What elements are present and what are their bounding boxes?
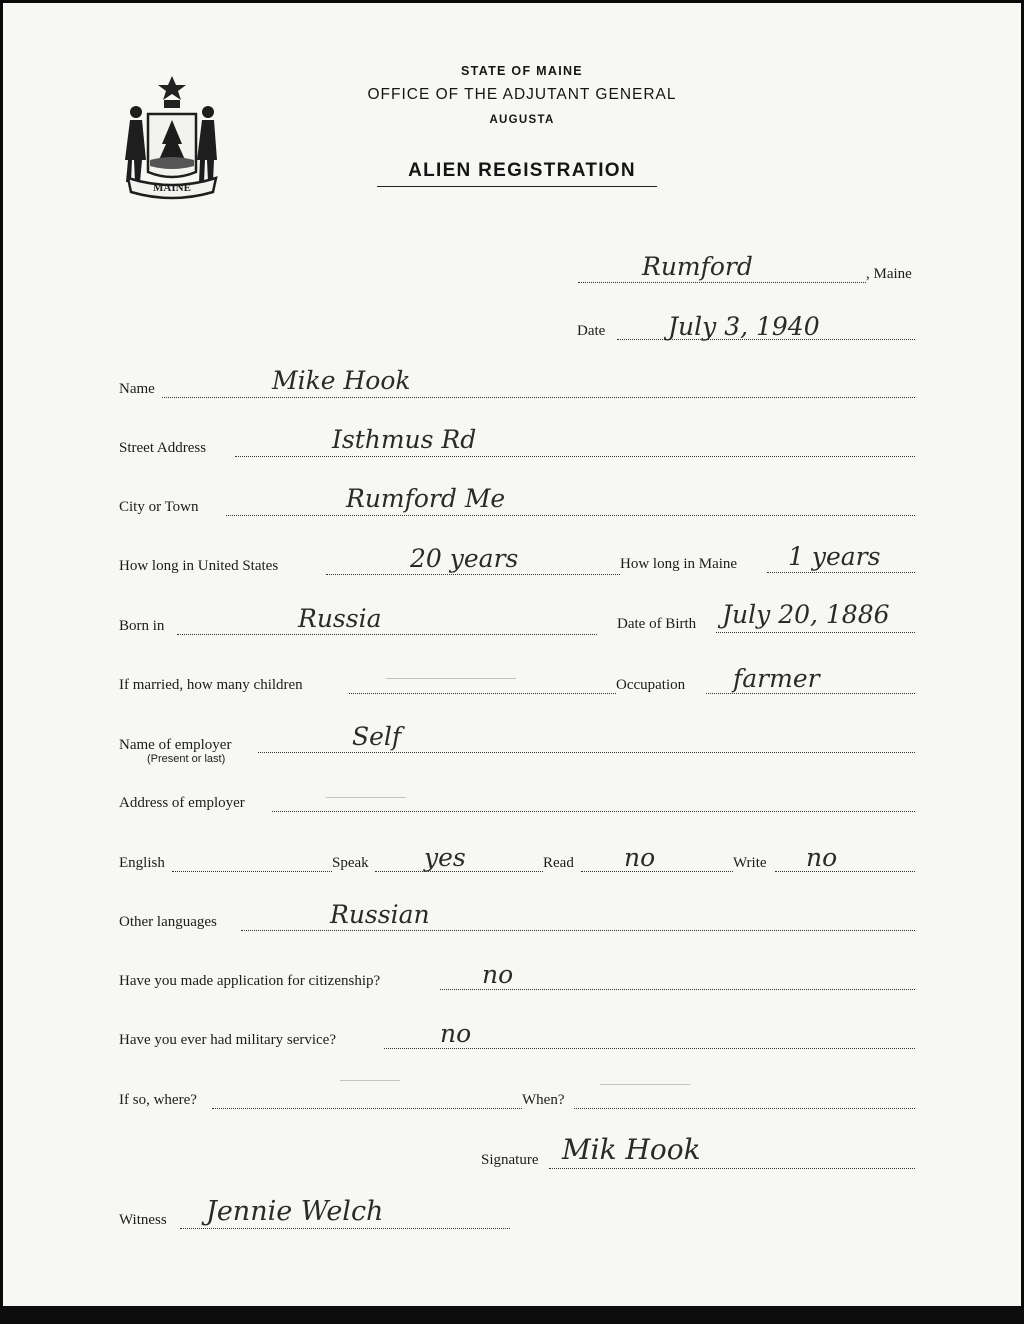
signature-line <box>549 1168 915 1169</box>
street-line <box>235 456 915 457</box>
other-languages-label: Other languages <box>119 914 217 930</box>
occupation-entry: farmer <box>733 664 820 693</box>
name-line <box>162 397 915 398</box>
date-of-birth-entry: July 20, 1886 <box>722 600 890 629</box>
city-line <box>226 515 915 516</box>
employer-note: (Present or last) <box>147 753 226 765</box>
write-label: Write <box>733 855 767 871</box>
scan-edge <box>0 1306 1024 1324</box>
employer-address-blank-stroke <box>326 797 406 798</box>
street-entry: Isthmus Rd <box>332 425 477 454</box>
born-in-label: Born in <box>119 618 165 634</box>
city-heading: AUGUSTA <box>489 114 555 126</box>
employer-label: Name of employer <box>119 737 232 753</box>
how-long-us-label: How long in United States <box>119 558 279 574</box>
military-label: Have you ever had military service? <box>119 1032 336 1048</box>
write-line <box>775 871 915 872</box>
place-entry: Rumford <box>642 252 753 281</box>
born-in-entry: Russia <box>298 604 382 633</box>
how-long-us-entry: 20 years <box>410 544 519 573</box>
date-of-birth-label: Date of Birth <box>617 616 697 632</box>
english-line <box>172 871 332 872</box>
occupation-line <box>706 693 915 694</box>
citizenship-label: Have you made application for citizenship? <box>119 973 381 989</box>
where-label: If so, where? <box>119 1092 197 1108</box>
place-line <box>578 282 866 283</box>
when-blank-stroke <box>600 1084 690 1085</box>
read-entry: no <box>624 843 656 872</box>
other-languages-line <box>241 930 915 931</box>
witness-entry: Jennie Welch <box>206 1196 384 1227</box>
city-label: City or Town <box>119 499 199 515</box>
seal-motto: MAINE <box>153 182 191 194</box>
other-languages-entry: Russian <box>330 900 430 929</box>
office-heading: OFFICE OF THE ADJUTANT GENERAL <box>367 86 677 103</box>
date-label: Date <box>577 323 606 339</box>
how-long-maine-line <box>767 572 915 573</box>
children-line <box>349 693 616 694</box>
state-heading: STATE OF MAINE <box>461 64 583 78</box>
form-title: ALIEN REGISTRATION <box>408 160 636 181</box>
signature-entry: Mik Hook <box>562 1133 701 1166</box>
when-line <box>574 1108 915 1109</box>
english-label: English <box>119 855 165 871</box>
children-blank-stroke <box>386 678 516 679</box>
occupation-label: Occupation <box>616 677 686 693</box>
when-label: When? <box>522 1092 565 1108</box>
name-entry: Mike Hook <box>272 366 411 395</box>
citizenship-entry: no <box>482 960 514 989</box>
street-label: Street Address <box>119 440 207 456</box>
title-underline <box>377 186 657 187</box>
how-long-maine-entry: 1 years <box>788 542 881 571</box>
citizenship-line <box>440 989 915 990</box>
write-entry: no <box>806 843 838 872</box>
signature-label: Signature <box>481 1152 539 1168</box>
employer-line <box>258 752 915 753</box>
speak-label: Speak <box>332 855 369 871</box>
read-line <box>581 871 733 872</box>
where-blank-stroke <box>340 1080 400 1081</box>
where-line <box>212 1108 522 1109</box>
employer-entry: Self <box>352 722 402 751</box>
how-long-us-line <box>326 574 620 575</box>
military-entry: no <box>440 1019 472 1048</box>
read-label: Read <box>543 855 574 871</box>
place-suffix: , Maine <box>866 266 912 282</box>
children-label: If married, how many children <box>119 677 303 693</box>
employer-address-label: Address of employer <box>119 795 245 811</box>
witness-line <box>180 1228 510 1229</box>
military-line <box>384 1048 915 1049</box>
name-label: Name <box>119 381 155 397</box>
date-entry: July 3, 1940 <box>668 312 820 341</box>
witness-label: Witness <box>119 1212 167 1228</box>
how-long-maine-label: How long in Maine <box>620 556 738 572</box>
date-of-birth-line <box>716 632 915 633</box>
city-entry: Rumford Me <box>346 484 506 513</box>
born-in-line <box>177 634 597 635</box>
speak-entry: yes <box>424 843 466 872</box>
employer-address-line <box>272 811 915 812</box>
